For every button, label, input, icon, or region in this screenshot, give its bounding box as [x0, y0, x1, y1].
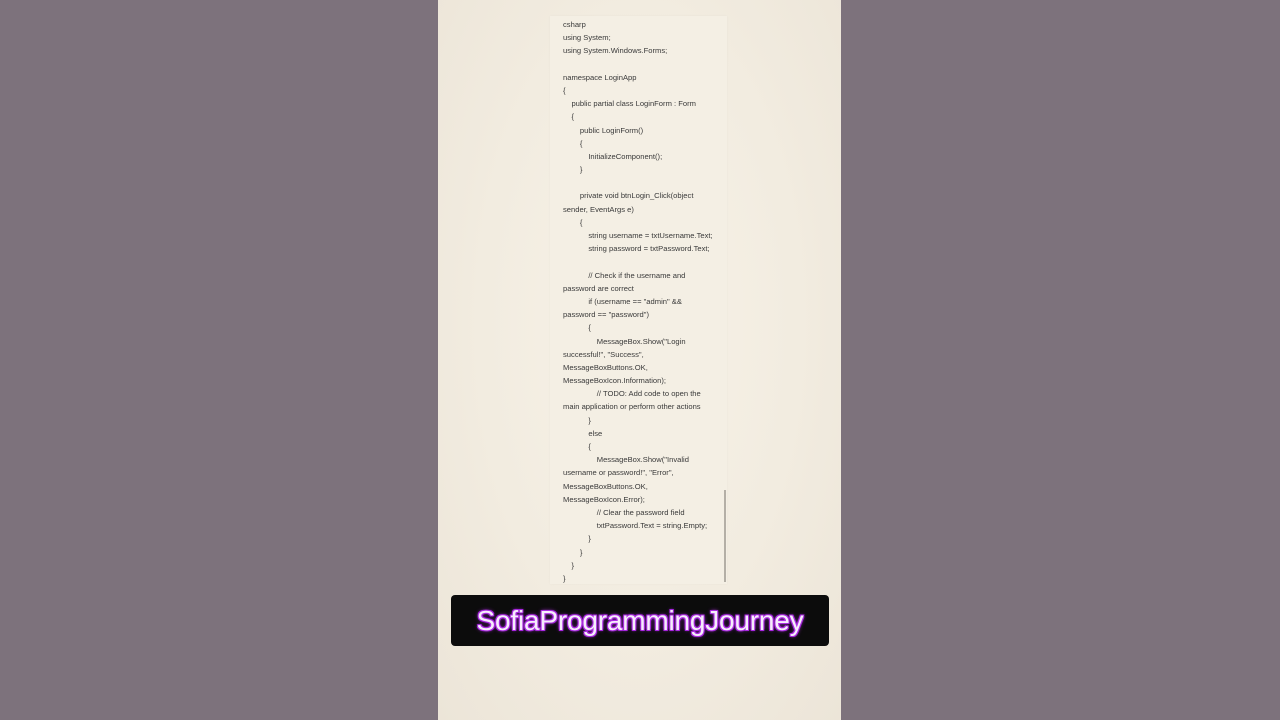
code-line: MessageBox.Show("Login: [563, 336, 686, 346]
channel-name: SofiaProgrammingJourney: [476, 604, 804, 636]
code-line: private void btnLogin_Click(object: [563, 191, 694, 201]
code-line: password == "password"): [563, 310, 650, 320]
code-line: csharp: [563, 20, 586, 29]
code-line: // Clear the password field: [563, 507, 685, 517]
code-line: username or password!", "Error",: [563, 468, 674, 478]
code-line: [563, 255, 733, 268]
code-line: }: [563, 415, 591, 425]
code-line: }: [563, 573, 566, 583]
code-line: MessageBox.Show("Invalid: [563, 455, 689, 465]
code-line: txtPassword.Text = string.Empty;: [563, 521, 708, 531]
code-line: successful!", "Success",: [563, 349, 644, 359]
code-line: }: [563, 547, 583, 557]
code-line: {: [563, 112, 574, 122]
code-line: {: [563, 217, 583, 227]
code-line: {: [563, 442, 591, 451]
code-line: else: [563, 428, 603, 438]
code-line: MessageBoxIcon.Error);: [563, 494, 645, 504]
code-line: // TODO: Add code to open the: [563, 389, 701, 399]
code-line: main application or perform other actions: [563, 402, 701, 412]
code-line: [563, 176, 733, 189]
code-line: using System;: [563, 33, 611, 43]
code-line: {: [563, 323, 591, 333]
code-line: [563, 58, 733, 71]
code-line: if (username == "admin" &&: [563, 296, 682, 306]
channel-banner: [451, 595, 829, 646]
code-line: }: [563, 560, 574, 570]
code-line: string username = txtUsername.Text;: [563, 231, 713, 240]
code-line: MessageBoxButtons.OK,: [563, 362, 648, 372]
code-line: // Check if the username and: [563, 270, 686, 280]
code-line: }: [563, 534, 591, 544]
code-line: namespace LoginApp: [563, 72, 637, 82]
code-line: {: [563, 85, 566, 95]
code-line: MessageBoxButtons.OK,: [563, 481, 648, 491]
code-line: InitializeComponent();: [563, 151, 663, 161]
code-block: [563, 18, 733, 585]
code-line: }: [563, 165, 583, 175]
code-line: sender, EventArgs e): [563, 204, 634, 214]
code-line: password are correct: [563, 283, 634, 293]
code-line: {: [563, 138, 583, 148]
code-line: public LoginForm(): [563, 125, 644, 135]
code-line: public partial class LoginForm : Form: [563, 99, 696, 109]
code-line: MessageBoxIcon.Information);: [563, 376, 666, 386]
code-line: string password = txtPassword.Text;: [563, 244, 710, 254]
code-line: using System.Windows.Forms;: [563, 46, 668, 56]
